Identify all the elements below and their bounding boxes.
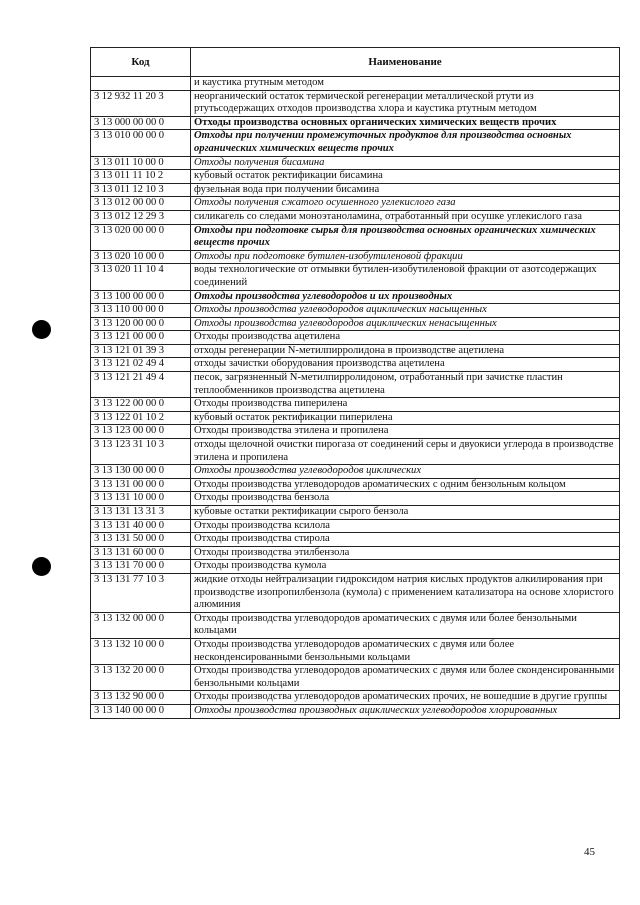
name-cell: Отходы получения бисамина (191, 156, 620, 170)
code-cell: 3 13 130 00 00 0 (91, 465, 191, 479)
name-cell: Отходы производства углеводородов ароматических прочих, не вошедшие в другие группы (191, 691, 620, 705)
table-row (91, 317, 620, 331)
table-row (91, 492, 620, 506)
table-row (91, 665, 620, 691)
name-cell: Отходы производства этилбензола (191, 546, 620, 560)
code-cell: 3 13 110 00 00 0 (91, 304, 191, 318)
column-header-code: Код (91, 48, 191, 77)
name-cell: Отходы производства углеводородов циклических (191, 465, 620, 479)
name-cell: Отходы производства углеводородов ароматических с одним бензольным кольцом (191, 478, 620, 492)
table-row (91, 170, 620, 184)
code-cell: 3 13 121 02 49 4 (91, 358, 191, 372)
name-cell: Отходы производства углеводородов ациклических насыщенных (191, 304, 620, 318)
name-cell: Отходы производства углеводородов ароматических с двумя или более несконденсированными бензольными кольцами (191, 638, 620, 664)
code-cell: 3 13 100 00 00 0 (91, 290, 191, 304)
name-cell: неорганический остаток термической регенерации металлической ртути из ртутьсодержащих отходов производства хлора и каустика ртутным методом (191, 90, 620, 116)
table-row (91, 478, 620, 492)
table-row (91, 116, 620, 130)
code-cell: 3 13 012 00 00 0 (91, 197, 191, 211)
name-cell: отходы регенерации N-метилпирролидона в производстве ацетилена (191, 344, 620, 358)
name-cell: Отходы производства этилена и пропилена (191, 425, 620, 439)
code-cell: 3 13 140 00 00 0 (91, 704, 191, 718)
code-cell: 3 13 132 00 00 0 (91, 612, 191, 638)
table-row (91, 77, 620, 91)
table-row (91, 560, 620, 574)
code-cell (91, 77, 191, 91)
name-cell: Отходы производства бензола (191, 492, 620, 506)
table-body (91, 77, 620, 719)
code-cell: 3 13 123 00 00 0 (91, 425, 191, 439)
name-cell: и каустика ртутным методом (191, 77, 620, 91)
code-cell: 3 13 131 70 00 0 (91, 560, 191, 574)
code-cell: 3 12 932 11 20 3 (91, 90, 191, 116)
code-cell: 3 13 121 21 49 4 (91, 372, 191, 398)
code-cell: 3 13 122 00 00 0 (91, 398, 191, 412)
name-cell: кубовый остаток ректификации пиперилена (191, 411, 620, 425)
table-row (91, 465, 620, 479)
table-row (91, 156, 620, 170)
name-cell: Отходы производства производных ациклических углеводородов хлорированных (191, 704, 620, 718)
table-row (91, 290, 620, 304)
table-row (91, 519, 620, 533)
code-cell: 3 13 011 12 10 3 (91, 183, 191, 197)
code-cell: 3 13 020 11 10 4 (91, 264, 191, 290)
table-row (91, 250, 620, 264)
code-cell: 3 13 020 00 00 0 (91, 224, 191, 250)
table-row (91, 425, 620, 439)
name-cell: песок, загрязненный N-метилпирролидоном, отработанный при зачистке пластин теплообменников производства ацетилена (191, 372, 620, 398)
name-cell: Отходы производства кумола (191, 560, 620, 574)
code-cell: 3 13 123 31 10 3 (91, 439, 191, 465)
code-cell: 3 13 131 50 00 0 (91, 533, 191, 547)
name-cell: Отходы при подготовке сырья для производства основных органических химических веществ прочих (191, 224, 620, 250)
table-row (91, 264, 620, 290)
table-row (91, 573, 620, 612)
name-cell: Отходы при подготовке бутилен-изобутиленовой фракции (191, 250, 620, 264)
table-row (91, 304, 620, 318)
name-cell: кубовые остатки ректификации сырого бензола (191, 506, 620, 520)
table-row (91, 197, 620, 211)
table-row (91, 398, 620, 412)
page-number: 45 (584, 846, 595, 858)
punch-hole (32, 320, 51, 339)
code-cell: 3 13 131 00 00 0 (91, 478, 191, 492)
table-row (91, 533, 620, 547)
code-cell: 3 13 131 77 10 3 (91, 573, 191, 612)
code-cell: 3 13 131 10 00 0 (91, 492, 191, 506)
name-cell: Отходы производства углеводородов и их производных (191, 290, 620, 304)
name-cell: Отходы производства основных органических химических веществ прочих (191, 116, 620, 130)
code-cell: 3 13 011 10 00 0 (91, 156, 191, 170)
waste-codes-table (90, 47, 620, 719)
name-cell: Отходы производства ксилола (191, 519, 620, 533)
table-row (91, 372, 620, 398)
punch-hole (32, 557, 51, 576)
code-cell: 3 13 131 40 00 0 (91, 519, 191, 533)
table-row (91, 210, 620, 224)
code-cell: 3 13 010 00 00 0 (91, 130, 191, 156)
table-row (91, 439, 620, 465)
table-row (91, 546, 620, 560)
table-row (91, 638, 620, 664)
table-row (91, 411, 620, 425)
table-row (91, 358, 620, 372)
code-cell: 3 13 121 00 00 0 (91, 331, 191, 345)
name-cell: Отходы производства ацетилена (191, 331, 620, 345)
code-cell: 3 13 131 13 31 3 (91, 506, 191, 520)
name-cell: Отходы при получении промежуточных продуктов для производства основных органических химических веществ прочих (191, 130, 620, 156)
table-row (91, 691, 620, 705)
code-cell: 3 13 122 01 10 2 (91, 411, 191, 425)
table-row (91, 344, 620, 358)
name-cell: жидкие отходы нейтрализации гидроксидом натрия кислых продуктов алкилирования при производстве изопропилбензола (кумола) с применением катализатора на основе хлористого алюминия (191, 573, 620, 612)
code-cell: 3 13 132 20 00 0 (91, 665, 191, 691)
name-cell: Отходы производства стирола (191, 533, 620, 547)
name-cell: кубовый остаток ректификации бисамина (191, 170, 620, 184)
code-cell: 3 13 121 01 39 3 (91, 344, 191, 358)
table-row (91, 183, 620, 197)
table-row (91, 612, 620, 638)
table-row (91, 224, 620, 250)
name-cell: отходы зачистки оборудования производства ацетилена (191, 358, 620, 372)
table-row (91, 506, 620, 520)
name-cell: силикагель со следами моноэтаноламина, отработанный при осушке углекислого газа (191, 210, 620, 224)
name-cell: воды технологические от отмывки бутилен-изобутиленовой фракции от азотсодержащих соединений (191, 264, 620, 290)
code-cell: 3 13 020 10 00 0 (91, 250, 191, 264)
table-row (91, 90, 620, 116)
table-row (91, 331, 620, 345)
name-cell: Отходы производства углеводородов ароматических с двумя или более сконденсированными бензольными кольцами (191, 665, 620, 691)
name-cell: Отходы производства пиперилена (191, 398, 620, 412)
code-cell: 3 13 131 60 00 0 (91, 546, 191, 560)
table-row (91, 130, 620, 156)
code-cell: 3 13 132 10 00 0 (91, 638, 191, 664)
name-cell: Отходы производства углеводородов ароматических с двумя или более бензольными кольцами (191, 612, 620, 638)
table-header-row (91, 48, 620, 77)
code-cell: 3 13 012 12 29 3 (91, 210, 191, 224)
column-header-name: Наименование (191, 48, 620, 77)
name-cell: Отходы получения сжатого осушенного углекислого газа (191, 197, 620, 211)
name-cell: фузельная вода при получении бисамина (191, 183, 620, 197)
code-cell: 3 13 011 11 10 2 (91, 170, 191, 184)
code-cell: 3 13 132 90 00 0 (91, 691, 191, 705)
code-cell: 3 13 120 00 00 0 (91, 317, 191, 331)
name-cell: отходы щелочной очистки пирогаза от соединений серы и двуокиси углерода в производстве этилена и пропилена (191, 439, 620, 465)
table-row (91, 704, 620, 718)
code-cell: 3 13 000 00 00 0 (91, 116, 191, 130)
name-cell: Отходы производства углеводородов ациклических ненасыщенных (191, 317, 620, 331)
